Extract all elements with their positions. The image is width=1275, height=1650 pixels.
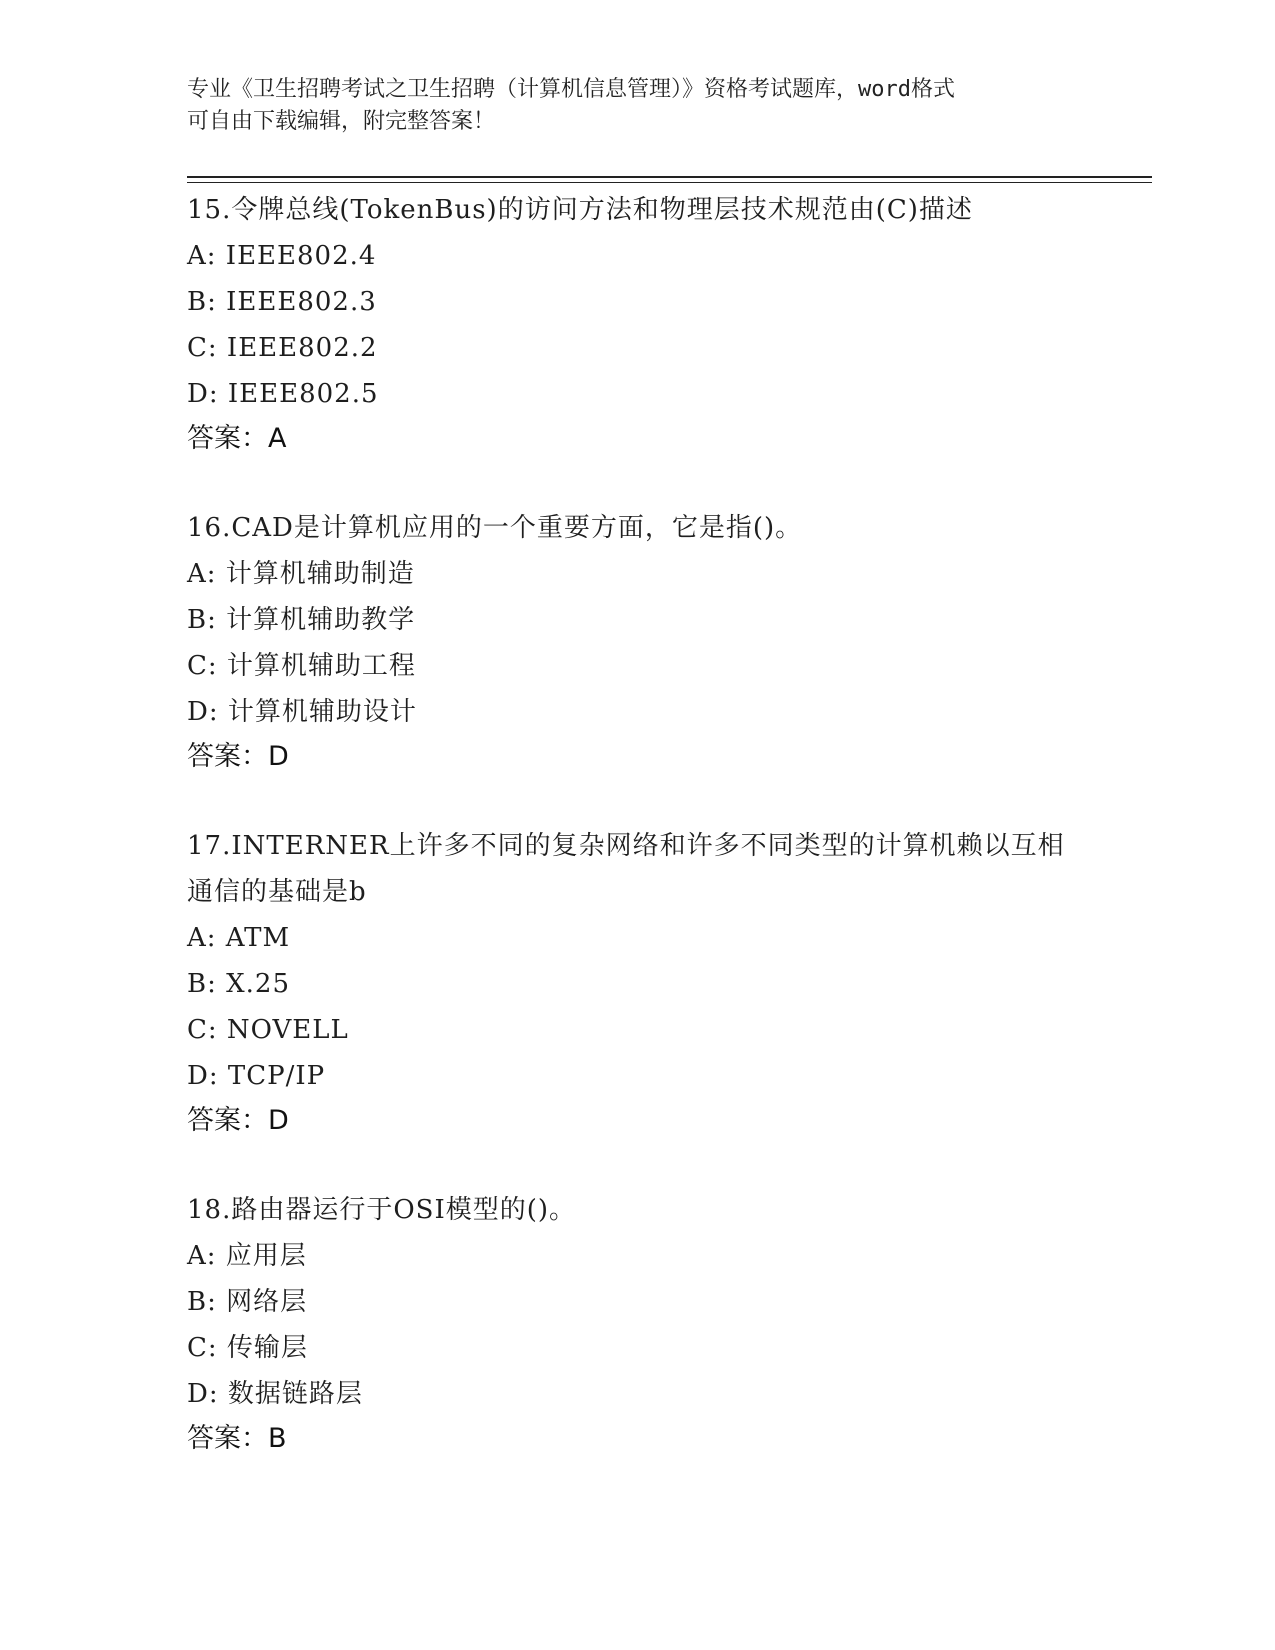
question-title-line-1: 17.INTERNER上许多不同的复杂网络和许多不同类型的计算机赖以互相	[187, 831, 1065, 861]
option-d: D: TCP/IP	[187, 1061, 326, 1091]
option-d: D: IEEE802.5	[187, 379, 379, 409]
option-b: B: X.25	[187, 969, 290, 999]
header-line-1: 专业《卫生招聘考试之卫生招聘（计算机信息管理）》资格考试题库，word格式	[187, 77, 955, 102]
answer: 答案：D	[187, 1105, 289, 1136]
question-15	[187, 187, 1137, 461]
answer: 答案：B	[187, 1423, 287, 1454]
header-divider-thin	[187, 182, 1152, 183]
document-header	[187, 74, 1087, 138]
option-c: C: 计算机辅助工程	[187, 651, 416, 681]
question-16	[187, 505, 1137, 779]
option-c: C: NOVELL	[187, 1015, 349, 1045]
answer: 答案：A	[187, 423, 287, 454]
option-b: B: IEEE802.3	[187, 287, 377, 317]
option-a: A: ATM	[187, 923, 291, 953]
question-title-line-2: 通信的基础是b	[187, 877, 367, 907]
question-title: 15.令牌总线(TokenBus)的访问方法和物理层技术规范由(C)描述	[187, 195, 973, 225]
header-divider-thick	[187, 176, 1152, 178]
question-17	[187, 823, 1137, 1143]
answer: 答案：D	[187, 741, 289, 772]
option-b: B: 网络层	[187, 1287, 308, 1317]
option-c: C: IEEE802.2	[187, 333, 378, 363]
question-title: 16.CAD是计算机应用的一个重要方面，它是指()。	[187, 513, 803, 543]
option-a: A: 计算机辅助制造	[187, 559, 415, 589]
option-c: C: 传输层	[187, 1333, 308, 1363]
option-a: A: 应用层	[187, 1241, 307, 1271]
option-d: D: 计算机辅助设计	[187, 697, 417, 727]
header-line-2: 可自由下载编辑，附完整答案！	[187, 109, 496, 134]
option-a: A: IEEE802.4	[187, 241, 377, 271]
question-title: 18.路由器运行于OSI模型的()。	[187, 1195, 577, 1225]
option-d: D: 数据链路层	[187, 1379, 363, 1409]
question-18	[187, 1187, 1137, 1461]
option-b: B: 计算机辅助教学	[187, 605, 416, 635]
